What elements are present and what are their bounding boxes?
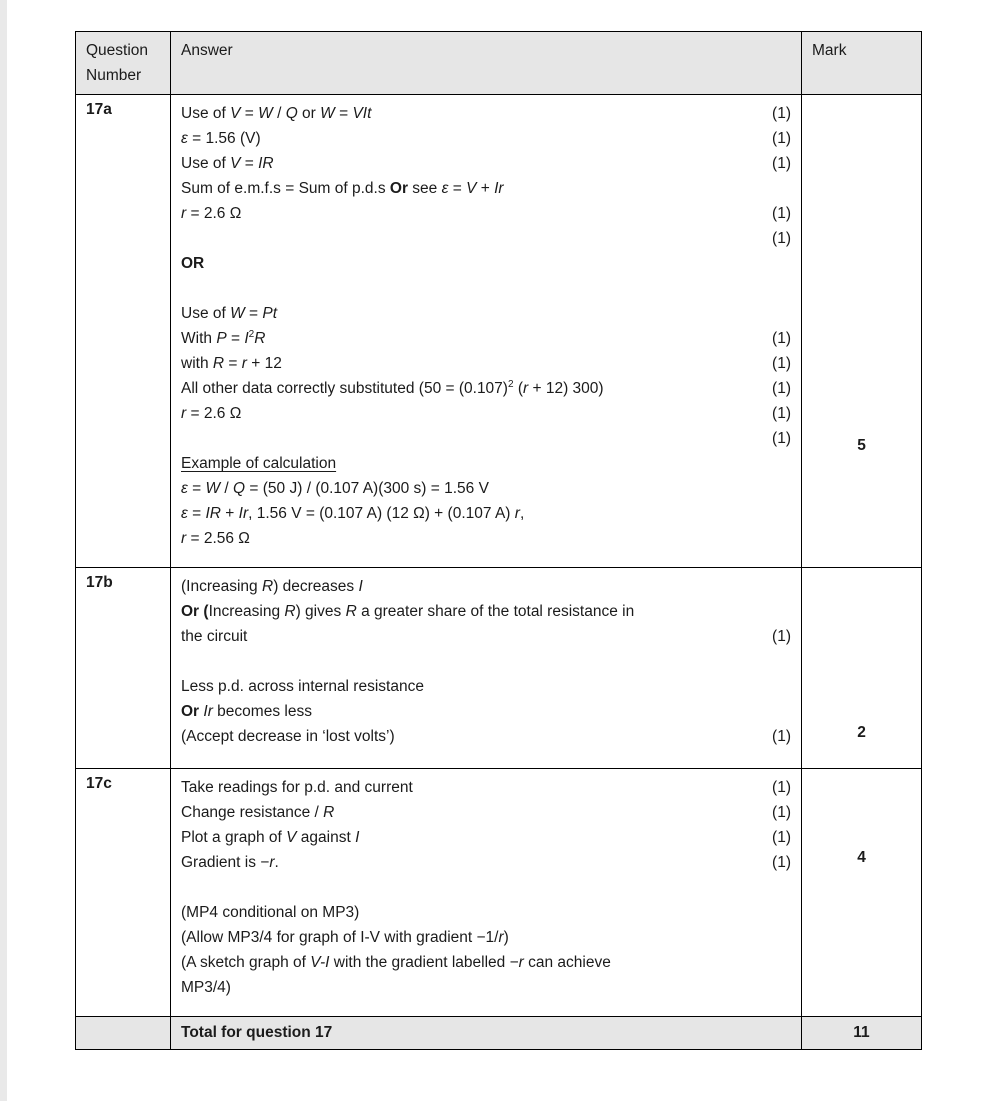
answer-line [181,151,791,176]
mark-point: (1) [772,230,791,247]
answer-line [181,201,791,226]
answer-text: Less p.d. across internal resistance [181,678,424,695]
mark-point: (1) [772,380,791,397]
answer-text: Gradient is −r. [181,854,279,871]
answer-line [181,301,791,326]
mark-point: (1) [772,355,791,372]
answer-line [181,376,791,401]
table-footer [76,1017,922,1050]
answer-line [181,276,791,301]
answer-text: OR [181,255,205,272]
table-header [76,32,922,95]
answer-text: With $P = I^2R$ [181,328,266,347]
answer-cell-17b [171,568,802,769]
answer-line [181,126,791,151]
header-mark: Mark [802,32,922,95]
mark-point: (1) [772,628,791,645]
answer-line [181,850,791,875]
mark-point: (1) [772,829,791,846]
answer-text: r = 2.6 Ω [181,205,242,222]
answer-text: Or Ir becomes less [181,703,312,720]
answer-line [181,875,791,900]
answer-line [181,950,791,975]
mark-total: 5 [857,437,866,454]
answer-text: r = 2.6 Ω [181,405,242,422]
answer-text: Change resistance / R [181,804,335,821]
mark-scheme-table [75,31,922,1050]
answer-line [181,925,791,950]
question-row-17c [76,769,922,1017]
answer-line [181,900,791,925]
answer-text: MP3/4) [181,979,231,996]
answer-line [181,401,791,426]
mark-point: (1) [772,105,791,122]
mark-cell-17b [802,568,922,769]
header-row [76,32,922,95]
mark-total: 4 [857,849,866,866]
answer-text: (Increasing R) decreases I [181,578,363,595]
answer-line [181,674,791,699]
answer-text: Use of V = IR [181,155,274,172]
answer-text: (MP4 conditional on MP3) [181,904,360,921]
mark-point: (1) [772,405,791,422]
answer-text: All other data correctly substituted ($50 = (0.107)^2$ (r + 12) 300) [181,378,604,397]
answer-line [181,176,791,201]
answer-text: (Allow MP3/4 for graph of I-V with gradient −1/r) [181,929,509,946]
question-number-17c: 17c [76,769,171,1017]
mark-scheme-body [76,95,922,1017]
answer-line [181,451,791,476]
question-row-17b [76,568,922,769]
page-edge-strip [0,0,7,1101]
question-row-17a [76,95,922,568]
mark-point: (1) [772,430,791,447]
header-question-number: Question Number [76,32,171,95]
total-row-mark: 11 [802,1017,922,1050]
total-row-label: Total for question 17 [171,1017,802,1050]
mark-total: 2 [857,724,866,741]
total-row [76,1017,922,1050]
answer-text: (Accept decrease in ‘lost volts’) [181,728,395,745]
answer-line [181,775,791,800]
answer-line [181,699,791,724]
mark-point: (1) [772,804,791,821]
mark-point: (1) [772,205,791,222]
answer-text: (A sketch graph of V-I with the gradient labelled −r can achieve [181,954,611,971]
mark-cell-17c [802,769,922,1017]
answer-line [181,226,791,251]
answer-line [181,624,791,649]
answer-cell-17c [171,769,802,1017]
mark-point: (1) [772,155,791,172]
total-row-empty-cell [76,1017,171,1050]
answer-text: Use of W = Pt [181,305,278,322]
answer-line [181,501,791,526]
answer-text: Example of calculation [181,455,337,472]
answer-line [181,649,791,674]
answer-line [181,101,791,126]
answer-text: Sum of e.m.f.s = Sum of p.d.s Or see ε = V + Ir [181,180,504,197]
answer-line [181,251,791,276]
answer-line [181,574,791,599]
answer-line [181,526,791,551]
answer-text: ε = W / Q = (50 J) / (0.107 A)(300 s) = 1.56 V [181,480,489,497]
answer-text: Or (Increasing R) gives R a greater share of the total resistance in [181,603,635,620]
answer-line [181,800,791,825]
answer-line [181,326,791,351]
answer-line [181,426,791,451]
answer-text: Take readings for p.d. and current [181,779,413,796]
mark-point: (1) [772,854,791,871]
answer-line [181,825,791,850]
answer-text: ε = IR + Ir, 1.56 V = (0.107 A) (12 Ω) + (0.107 A) r, [181,505,525,522]
mark-point: (1) [772,330,791,347]
answer-text: ε = 1.56 (V) [181,130,261,147]
mark-point: (1) [772,779,791,796]
question-number-17b: 17b [76,568,171,769]
answer-text: with R = r + 12 [181,355,282,372]
header-answer: Answer [171,32,802,95]
answer-line [181,975,791,1000]
answer-line [181,476,791,501]
question-number-17a: 17a [76,95,171,568]
mark-cell-17a [802,95,922,568]
answer-text: Plot a graph of V against I [181,829,360,846]
answer-line [181,599,791,624]
mark-point: (1) [772,130,791,147]
answer-text: the circuit [181,628,248,645]
answer-text: Use of V = W / Q or W = VIt [181,105,372,122]
answer-text: r = 2.56 Ω [181,530,250,547]
answer-line [181,724,791,749]
answer-cell-17a [171,95,802,568]
mark-point: (1) [772,728,791,745]
answer-line [181,351,791,376]
